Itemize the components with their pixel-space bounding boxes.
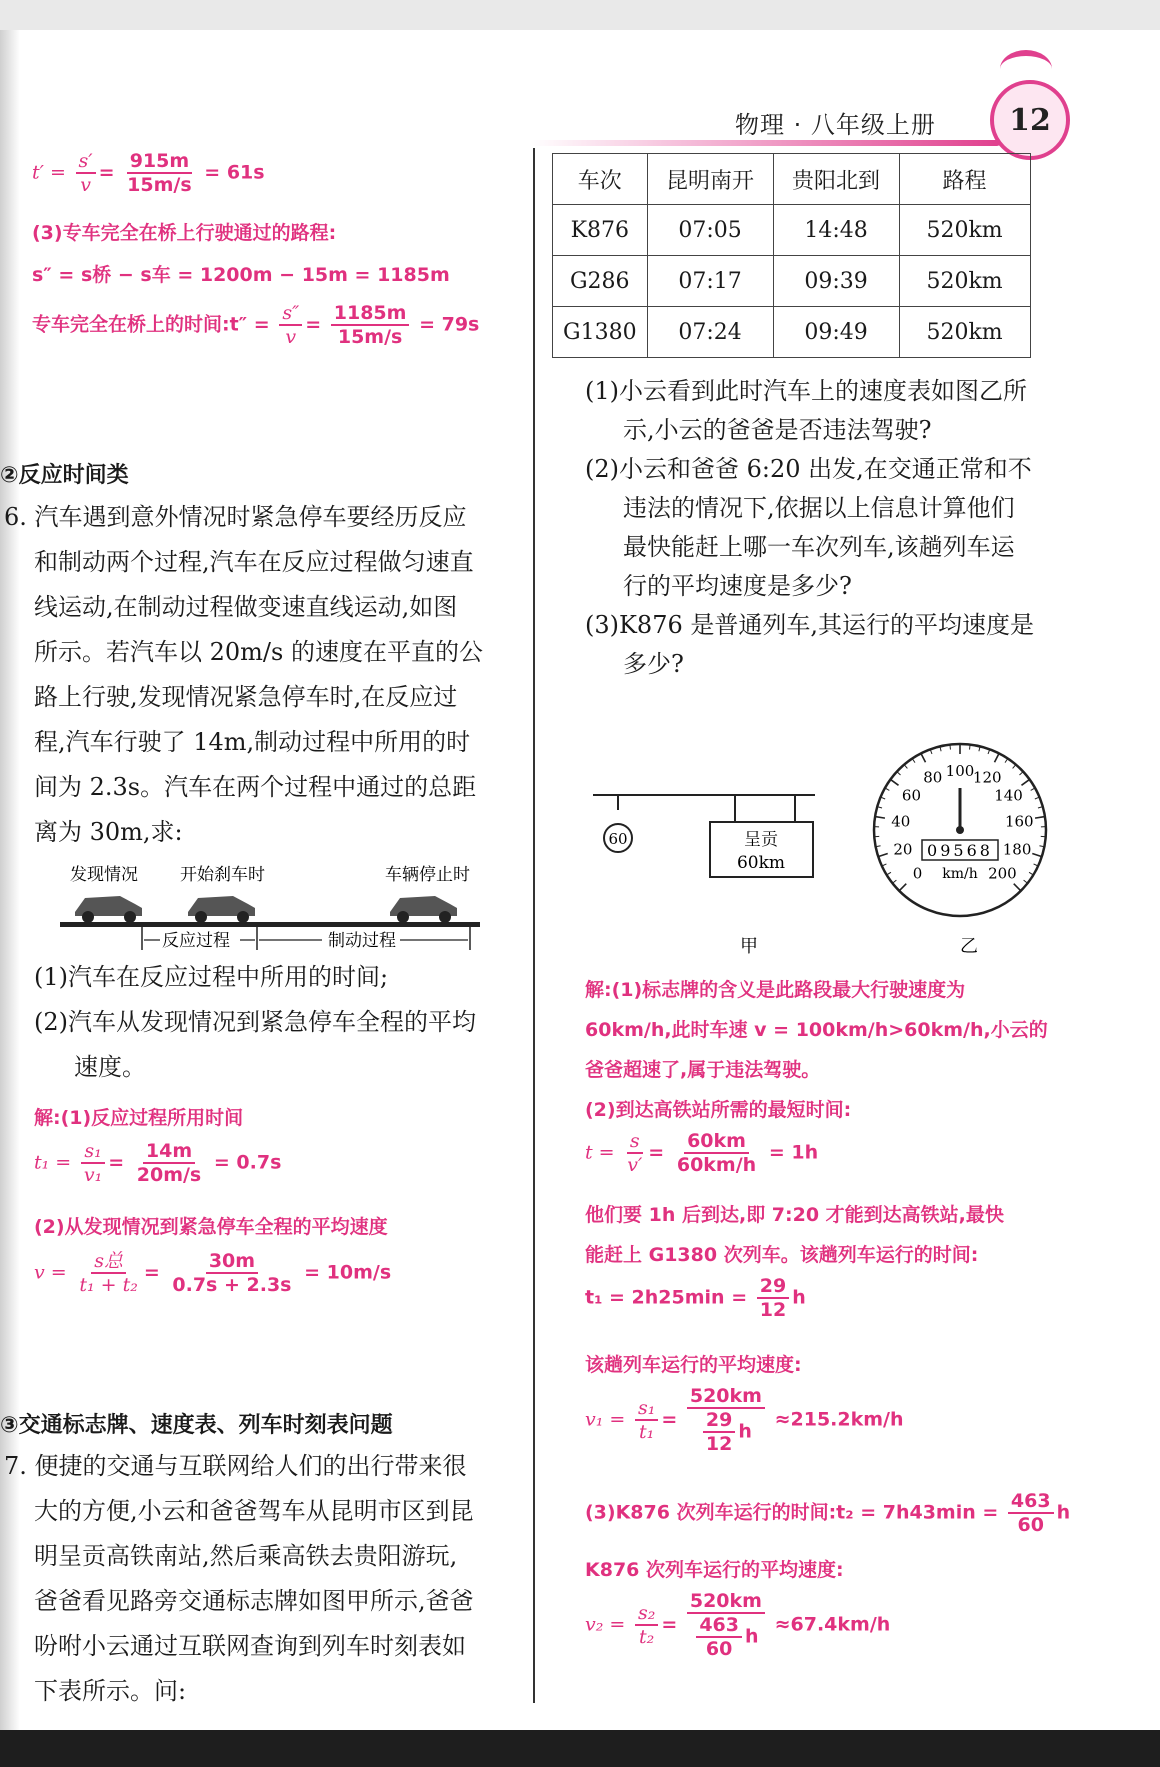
fig-label-brake: 开始刹车时	[180, 865, 265, 885]
question-line: 爸爸看见路旁交通标志牌如图甲所示,爸爸	[34, 1587, 474, 1615]
speedometer-tick	[970, 745, 971, 750]
frac-den: 12	[705, 1433, 733, 1455]
question-line: 路上行驶,发现情况紧急停车时,在反应过	[34, 683, 458, 711]
speedometer-tick	[950, 745, 951, 750]
answer-line: 60km/h,此时车速 v = 100km/h>60km/h,小云的	[585, 1019, 1048, 1041]
answer-line: 能赶上 G1380 次列车。该趟列车运行的时间:	[585, 1244, 979, 1266]
top-bar	[0, 0, 1160, 32]
table-cell: 520km	[899, 307, 1030, 358]
frac-num: 29	[757, 1275, 789, 1299]
answer-formula	[585, 1275, 806, 1321]
table-row	[553, 256, 1031, 307]
frac-num: s₂	[635, 1602, 658, 1626]
frac-num: s	[627, 1130, 643, 1154]
speedometer-label: 200	[988, 864, 1017, 883]
prev-answer-line-3: s″ = s桥 − s车 = 1200m − 15m = 1185m	[32, 264, 450, 286]
formula-lhs: 专车完全在桥上的时间:t″ =	[32, 313, 270, 336]
answer-line: 解:(1)标志牌的含义是此路段最大行驶速度为	[585, 979, 966, 1001]
question-line: 6. 汽车遇到意外情况时紧急停车要经历反应	[4, 503, 467, 531]
speedometer-label: 40	[891, 812, 911, 831]
speedometer-label: 60	[901, 786, 922, 805]
prev-answer-line-1: t′ = $\frac{s'}{v}$ = $\frac{915m}{15m/s}$ = 61s	[32, 150, 265, 196]
q6-sub2b: 速度。	[74, 1053, 146, 1081]
prev-answer-line-2: (3)专车完全在桥上行驶通过的路程:	[32, 222, 337, 244]
sign-place: 呈贡	[744, 830, 778, 850]
frac-den: 20m/s	[136, 1164, 202, 1186]
table-cell: 07:05	[647, 205, 773, 256]
fraction	[76, 1250, 141, 1296]
figure-label-a: 甲	[740, 936, 758, 957]
frac-num: s总	[91, 1250, 126, 1274]
unit: h	[1056, 1501, 1071, 1524]
car-icon	[390, 896, 457, 923]
answer-line: K876 次列车运行的平均速度:	[585, 1559, 844, 1581]
formula-lhs: t =	[585, 1141, 615, 1164]
q6-answer-3: (2)从发现情况到紧急停车全程的平均速度	[34, 1216, 388, 1238]
question-line: 吩咐小云通过互联网查询到列车时刻表如	[34, 1632, 466, 1660]
table-header-row	[553, 154, 1031, 205]
subquestion-line: 行的平均速度是多少?	[623, 572, 852, 600]
unit: h	[744, 1625, 759, 1648]
speedometer-label: 100	[945, 762, 975, 780]
fig-label-stop: 车辆停止时	[385, 865, 470, 885]
frac-num: 463	[1008, 1490, 1054, 1514]
frac-den: 12	[759, 1299, 787, 1321]
formula-result: ≈215.2km/h	[774, 1408, 904, 1431]
frac-den: 0.7s + 2.3s	[172, 1274, 292, 1296]
q6-answer-2: t₁ = $\frac{\text{s₁}}{\text{v₁}}$ = $\frac{14m}{20m/s}$ = 0.7s	[34, 1140, 282, 1186]
formula-lhs: v₂ =	[585, 1613, 626, 1636]
section-3-title: ③交通标志牌、速度表、列车时刻表问题	[0, 1413, 393, 1438]
section-2-title: ②反应时间类	[0, 463, 129, 488]
table-header: 贵阳北到	[773, 154, 899, 205]
odometer-value: 09568	[927, 841, 993, 860]
subquestion-line: 最快能赶上哪一车次列车,该趟列车运	[623, 533, 1015, 561]
speedometer-label: 160	[1004, 812, 1034, 831]
question-line: 大的方便,小云和爸爸驾车从昆明市区到昆	[34, 1497, 474, 1525]
question-7-subquestions	[585, 372, 1105, 684]
fraction	[76, 150, 96, 196]
subquestion-line: 示,小云的爸爸是否违法驾驶?	[623, 416, 932, 444]
frac-num: s′	[76, 150, 96, 174]
formula-lhs: t₁ = 2h25min =	[585, 1286, 748, 1309]
question-line: 所示。若汽车以 20m/s 的速度在平直的公	[34, 638, 483, 666]
speedometer	[874, 744, 1046, 916]
q6-sub2a: (2)汽车从发现情况到紧急停车全程的平均	[34, 1008, 476, 1036]
figure-label-b: 乙	[960, 936, 978, 957]
fraction	[757, 1275, 789, 1321]
formula-result: = 61s	[204, 161, 265, 184]
answer-formula	[585, 1490, 1070, 1536]
fraction	[687, 1385, 765, 1455]
frac-den: 15m/s	[337, 326, 403, 348]
subquestion-line: (1)小云看到此时汽车上的速度表如图乙所	[585, 377, 1027, 405]
header-rule	[530, 140, 1000, 146]
fraction	[624, 1130, 645, 1176]
question-line: 离为 30m,求:	[34, 818, 183, 846]
frac-num: 30m	[206, 1250, 258, 1274]
speedometer-label: 0	[912, 864, 923, 883]
column-divider	[533, 148, 535, 1703]
table-cell: 07:24	[647, 307, 773, 358]
car-icon	[75, 896, 142, 923]
answer-line: 他们要 1h 后到达,即 7:20 才能到达高铁站,最快	[585, 1204, 1004, 1226]
unit: h	[792, 1286, 806, 1309]
subquestion-line: (2)小云和爸爸 6:20 出发,在交通正常和不	[585, 455, 1032, 483]
frac-num: 14m	[143, 1140, 195, 1164]
frac-num: 915m	[127, 150, 192, 174]
question-line: 和制动两个过程,汽车在反应过程做匀速直	[34, 548, 474, 576]
table-header: 车次	[553, 154, 648, 205]
braking-figure	[60, 860, 480, 950]
answer-formula: v₁ = $\frac{\text{s₁}}{\text{t₁}}$ = 520km $\frac{29}{12}$ h ≈215.2km/h	[585, 1385, 904, 1455]
sign-distance: 60km	[736, 853, 786, 873]
answer-line: (2)到达高铁站所需的最短时间:	[585, 1099, 852, 1121]
unit: h	[738, 1420, 752, 1443]
frac-den: v′	[627, 1154, 643, 1176]
frac-den: 15m/s	[127, 174, 192, 196]
speed-unit: km/h	[942, 866, 978, 882]
speedometer-label: 120	[972, 768, 1002, 787]
question-7	[4, 1444, 524, 1714]
table-row	[553, 205, 1031, 256]
frac-num: 1185m	[331, 302, 410, 326]
answer-line: 爸爸超速了,属于违法驾驶。	[585, 1059, 821, 1081]
sign-speedometer-figure	[585, 730, 1085, 962]
page-number: 12	[1009, 102, 1051, 138]
speed-limit-value: 60	[608, 830, 628, 848]
table-cell: G286	[553, 256, 648, 307]
fraction	[635, 1602, 658, 1648]
frac-den: 60	[1017, 1514, 1044, 1536]
table-cell: 520km	[899, 256, 1030, 307]
frac-num: 520km	[687, 1385, 765, 1409]
frac-den: v	[285, 326, 297, 348]
fraction	[279, 302, 302, 348]
formula-result: = 0.7s	[213, 1151, 282, 1174]
frac-den: v	[80, 174, 91, 196]
formula-lhs: v₁ =	[585, 1408, 626, 1431]
frac-num: 60km	[684, 1130, 749, 1154]
q6-answer-4: v = $\frac{\text{s总}}{\text{t₁ + t₂}}$ = $\frac{30m}{0.7s + 2.3s}$ = 10m/s	[34, 1250, 392, 1296]
table-row	[553, 307, 1031, 358]
q6-sub1: (1)汽车在反应过程中所用的时间;	[34, 963, 389, 991]
table-header: 昆明南开	[647, 154, 773, 205]
frac-num: s″	[279, 302, 302, 326]
q6-answer-1: 解:(1)反应过程所用时间	[34, 1107, 244, 1129]
frac-den	[697, 1409, 755, 1455]
fraction	[635, 1397, 658, 1443]
formula-result: ≈67.4km/h	[774, 1613, 891, 1636]
frac-num: s₁	[81, 1140, 104, 1164]
formula-lhs: t′ =	[32, 161, 66, 184]
frac-den: t₁ + t₂	[79, 1274, 138, 1296]
table-cell: 520km	[899, 205, 1030, 256]
speedometer-label: 140	[994, 786, 1023, 805]
subquestion-line: (3)K876 是普通列车,其运行的平均速度是	[585, 611, 1034, 639]
table-cell: 14:48	[773, 205, 899, 256]
car-icon	[188, 896, 255, 923]
frac-den: v₁	[83, 1164, 103, 1186]
table-cell: G1380	[553, 307, 648, 358]
answer-formula: v₂ = $\frac{\text{s₂}}{\text{t₂}}$ = 520km $\frac{463}{60}$ h ≈67.4km/h	[585, 1590, 891, 1660]
subquestion-line: 违法的情况下,依据以上信息计算他们	[623, 494, 1015, 522]
frac-den: t₂	[638, 1626, 655, 1648]
frac-num: 463	[696, 1614, 742, 1638]
speedometer-label: 80	[923, 768, 943, 787]
formula-lhs: v =	[34, 1261, 67, 1284]
page-number-badge	[990, 80, 1070, 160]
road	[60, 922, 480, 927]
fraction	[696, 1614, 742, 1660]
frac-num: 520km	[687, 1590, 765, 1614]
question-line: 明呈贡高铁南站,然后乘高铁去贵阳游玩,	[34, 1542, 458, 1570]
table-cell: 07:17	[647, 256, 773, 307]
frac-den: t₁	[638, 1421, 655, 1443]
fraction	[81, 1140, 105, 1186]
train-timetable	[552, 153, 1031, 358]
fraction	[687, 1590, 765, 1660]
bottom-bar	[0, 1730, 1160, 1767]
question-line: 7. 便捷的交通与互联网给人们的出行带来很	[4, 1452, 467, 1480]
question-line: 间为 2.3s。汽车在两个过程中通过的总距	[34, 773, 477, 801]
formula-result: = 10m/s	[304, 1261, 392, 1284]
question-line: 程,汽车行驶了 14m,制动过程中所用的时	[34, 728, 471, 756]
table-cell: 09:49	[773, 307, 899, 358]
table-header: 路程	[899, 154, 1030, 205]
table-cell: 09:39	[773, 256, 899, 307]
frac-den: 60km/h	[676, 1154, 757, 1176]
speedometer-label: 180	[1002, 840, 1032, 859]
formula-result: = 79s	[419, 313, 480, 336]
question-line: 线运动,在制动过程做变速直线运动,如图	[34, 593, 458, 621]
frac-num: s₁	[635, 1397, 658, 1421]
question-line: 下表所示。问:	[34, 1677, 187, 1705]
segment-braking: 制动过程	[328, 931, 396, 950]
fraction	[703, 1409, 735, 1455]
fraction	[331, 302, 410, 348]
frac-num: 29	[703, 1409, 735, 1433]
segment-reaction: 反应过程	[162, 931, 230, 950]
question-6	[4, 495, 524, 855]
answer-formula: t = $\frac{s}{v'}$ = $\frac{60km}{60km/h}$ = 1h	[585, 1130, 819, 1176]
traffic-sign	[593, 795, 815, 877]
formula-lhs: (3)K876 次列车运行的时间:t₂ = 7h43min =	[585, 1501, 999, 1524]
fig-label-discover: 发现情况	[70, 865, 138, 885]
fraction	[674, 1130, 759, 1176]
prev-answer-line-4: 专车完全在桥上的时间:t″ = $\frac{s''}{v}$ = $\frac{1185m}{15m/s}$ = 79s	[32, 302, 480, 348]
frac-den: 60	[705, 1638, 733, 1660]
fraction	[134, 1140, 205, 1186]
formula-lhs: t₁ =	[34, 1151, 72, 1174]
subquestion-line: 多少?	[623, 650, 684, 678]
table-cell: K876	[553, 205, 648, 256]
frac-den	[690, 1614, 761, 1660]
fraction	[1008, 1490, 1054, 1536]
formula-result: = 1h	[768, 1141, 819, 1164]
answer-line: 该趟列车运行的平均速度:	[585, 1354, 802, 1376]
fraction	[169, 1250, 294, 1296]
speedometer-label: 20	[893, 840, 913, 859]
header-subject: 物理 · 八年级上册	[735, 111, 936, 139]
fraction	[124, 150, 195, 196]
